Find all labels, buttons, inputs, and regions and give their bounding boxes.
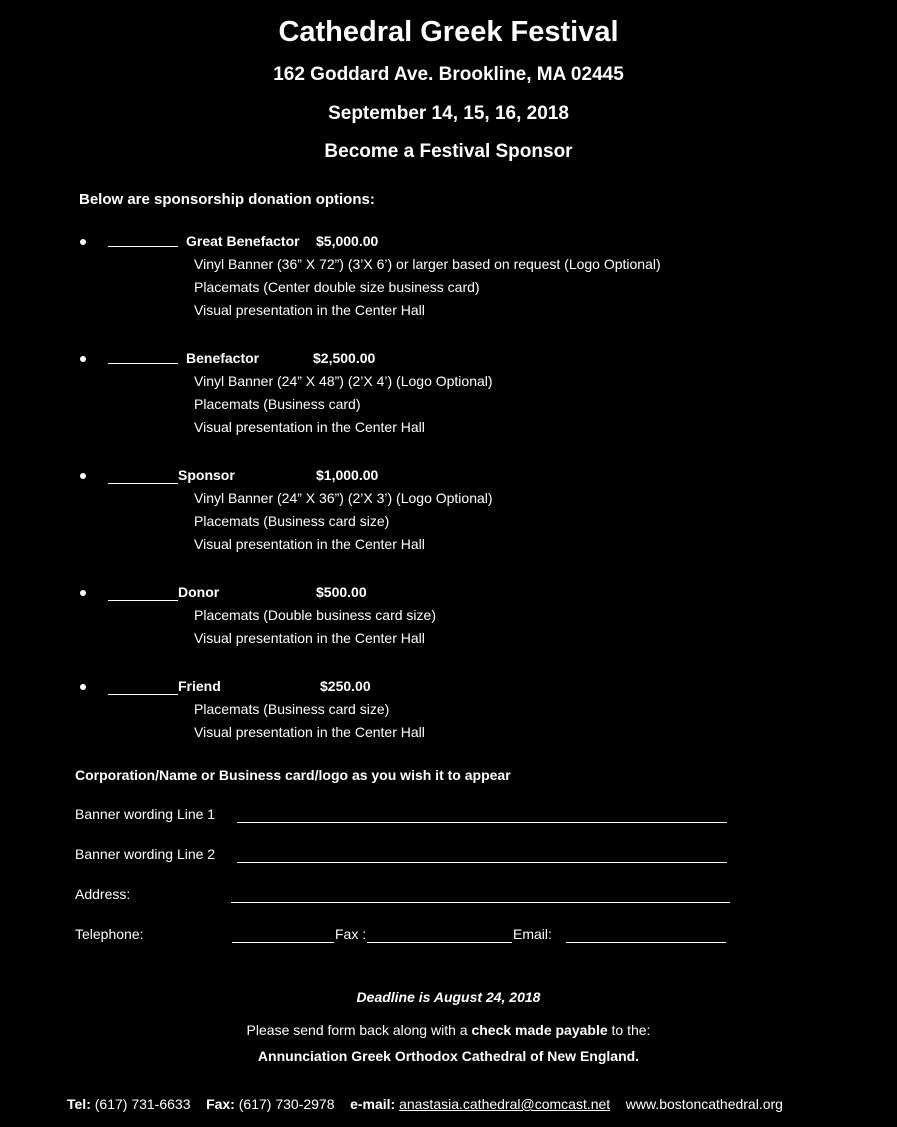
tier-benefit: Placemats (Center double size business card) bbox=[194, 279, 480, 295]
tier-benefit: Visual presentation in the Center Hall bbox=[194, 724, 425, 740]
bullet-icon bbox=[80, 590, 86, 596]
send-instructions bbox=[0, 1022, 897, 1038]
banner-line1-field[interactable] bbox=[237, 822, 727, 823]
tier-checkbox-line[interactable] bbox=[108, 694, 178, 695]
footer-fax-value: (617) 730-2978 bbox=[238, 1096, 335, 1112]
tier-benefit: Placemats (Business card) bbox=[194, 396, 361, 412]
tier-benefit: Visual presentation in the Center Hall bbox=[194, 536, 425, 552]
send-bold: check made payable bbox=[471, 1022, 608, 1038]
bullet-icon bbox=[80, 239, 86, 245]
footer-email-link[interactable]: anastasia.cathedral@comcast.net bbox=[399, 1096, 611, 1112]
tier-name: Friend bbox=[178, 678, 221, 694]
tier-name: Great Benefactor bbox=[186, 233, 300, 249]
telephone-label: Telephone: bbox=[75, 926, 144, 942]
banner-line2-field[interactable] bbox=[237, 862, 727, 863]
payee-text: Annunciation Greek Orthodox Cathedral of New England. bbox=[257, 1048, 640, 1064]
tier-benefit: Vinyl Banner (36” X 72”) (3’X 6’) or larger based on request (Logo Optional) bbox=[194, 256, 661, 272]
email-label: Email: bbox=[513, 926, 552, 942]
send-prefix: Please send form back along with a bbox=[246, 1022, 472, 1038]
page-title: Cathedral Greek Festival bbox=[278, 16, 619, 48]
bullet-icon bbox=[80, 356, 86, 362]
intro-text: Below are sponsorship donation options: bbox=[79, 191, 375, 208]
footer-fax-label: Fax: bbox=[206, 1096, 235, 1112]
email-field[interactable] bbox=[566, 942, 726, 943]
page-subtitle: Become a Festival Sponsor bbox=[324, 141, 573, 162]
tier-amount: $500.00 bbox=[316, 584, 367, 600]
footer-contact bbox=[67, 1096, 783, 1112]
tier-amount: $2,500.00 bbox=[313, 350, 376, 366]
tier-benefit: Visual presentation in the Center Hall bbox=[194, 630, 425, 646]
tier-benefit: Placemats (Business card size) bbox=[194, 513, 390, 529]
bullet-icon bbox=[80, 684, 86, 690]
footer-tel-value: (617) 731-6633 bbox=[94, 1096, 191, 1112]
tier-name: Benefactor bbox=[186, 350, 260, 366]
banner-line1-label: Banner wording Line 1 bbox=[75, 806, 216, 822]
banner-line2-label: Banner wording Line 2 bbox=[75, 846, 216, 862]
fax-label: Fax : bbox=[335, 926, 367, 942]
telephone-field[interactable] bbox=[232, 942, 334, 943]
tier-checkbox-line[interactable] bbox=[108, 600, 178, 601]
tier-amount: $250.00 bbox=[320, 678, 371, 694]
tier-checkbox-line[interactable] bbox=[108, 246, 178, 247]
send-suffix: to the: bbox=[607, 1022, 651, 1038]
tier-benefit: Placemats (Business card size) bbox=[194, 701, 390, 717]
tier-name: Sponsor bbox=[178, 467, 235, 483]
address-label: Address: bbox=[75, 886, 131, 902]
tier-checkbox-line[interactable] bbox=[108, 483, 178, 484]
deadline-text: Deadline is August 24, 2018 bbox=[356, 989, 541, 1005]
tier-benefit: Vinyl Banner (24” X 36”) (2’X 3’) (Logo Optional) bbox=[194, 490, 493, 506]
address-field[interactable] bbox=[231, 902, 730, 903]
event-address: 162 Goddard Ave. Brookline, MA 02445 bbox=[273, 64, 624, 85]
bullet-icon bbox=[80, 473, 86, 479]
event-dates: September 14, 15, 16, 2018 bbox=[328, 103, 569, 124]
fax-field[interactable] bbox=[367, 942, 512, 943]
tier-benefit: Placemats (Double business card size) bbox=[194, 607, 436, 623]
tier-benefit: Vinyl Banner (24” X 48”) (2’X 4’) (Logo Optional) bbox=[194, 373, 493, 389]
tier-amount: $5,000.00 bbox=[316, 233, 379, 249]
footer-email-label: e-mail: bbox=[350, 1096, 396, 1112]
tier-benefit: Visual presentation in the Center Hall bbox=[194, 302, 425, 318]
tier-name: Donor bbox=[178, 584, 220, 600]
footer-tel-label: Tel: bbox=[67, 1096, 91, 1112]
footer-website[interactable]: www.bostoncathedral.org bbox=[625, 1096, 783, 1112]
tier-checkbox-line[interactable] bbox=[108, 363, 178, 364]
tier-amount: $1,000.00 bbox=[316, 467, 379, 483]
form-heading: Corporation/Name or Business card/logo as you wish it to appear bbox=[75, 767, 511, 783]
tier-benefit: Visual presentation in the Center Hall bbox=[194, 419, 425, 435]
